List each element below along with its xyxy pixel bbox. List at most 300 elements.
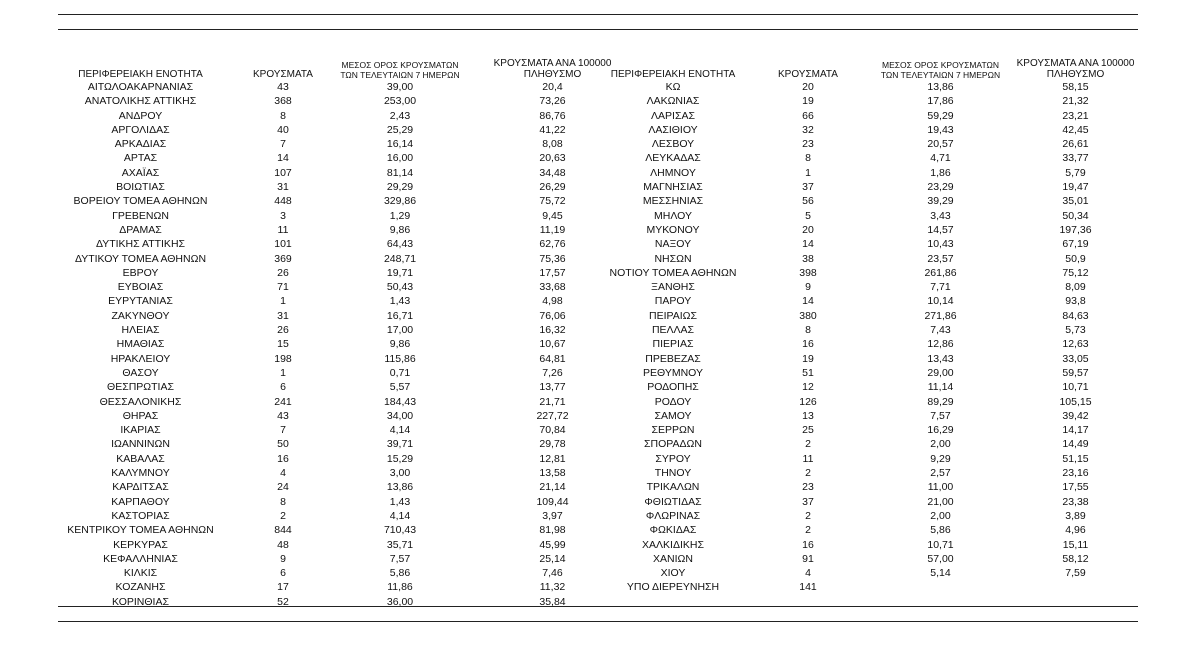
region-cell: ΗΛΕΙΑΣ (121, 324, 160, 337)
per100k-cell: 16,32 (539, 324, 566, 337)
region-cell: ΝΟΤΙΟΥ ΤΟΜΕΑ ΑΘΗΝΩΝ (609, 266, 737, 279)
cases-cell: 369 (274, 252, 292, 265)
avg7-cell: 248,71 (383, 252, 417, 265)
region-cell: ΣΑΜΟΥ (654, 409, 692, 422)
per100k-cell: 20,63 (539, 152, 566, 165)
header-avg-line2: ΤΩΝ ΤΕΛΕΥΤΑΙΩΝ 7 ΗΜΕΡΩΝ (880, 70, 1001, 80)
region-cell: ΠΑΡΟΥ (654, 295, 692, 308)
region-cell: ΛΕΥΚΑΔΑΣ (645, 152, 701, 165)
per100k-cell: 9,45 (542, 209, 563, 222)
cases-cell: 2 (805, 438, 811, 451)
cases-cell: 20 (802, 81, 814, 93)
avg7-cell: 64,43 (386, 238, 414, 251)
cases-cell: 19 (802, 95, 814, 108)
region-cell: ΒΟΙΩΤΙΑΣ (116, 181, 165, 194)
region-cell: ΤΡΙΚΑΛΩΝ (646, 481, 700, 494)
avg7-cell: 20,57 (927, 138, 954, 151)
region-cell: ΚΩ (665, 81, 681, 93)
avg7-cell: 16,00 (386, 152, 414, 165)
region-cell: ΑΡΤΑΣ (123, 152, 158, 165)
cases-cell: 13 (802, 409, 814, 422)
avg7-cell: 10,14 (927, 295, 954, 308)
cases-cell: 15 (277, 338, 289, 351)
cases-cell: 25 (802, 424, 814, 437)
avg7-cell: 7,43 (930, 324, 951, 337)
avg7-cell: 11,86 (387, 581, 413, 594)
region-cell: ΘΕΣΣΑΛΟΝΙΚΗΣ (99, 395, 182, 408)
per100k-cell: 35,01 (1062, 195, 1089, 208)
avg7-cell: 1,43 (389, 295, 411, 308)
avg7-cell: 19,43 (927, 123, 954, 136)
per100k-cell: 5,79 (1065, 166, 1086, 179)
cases-cell: 14 (802, 295, 814, 308)
per100k-cell: 105,15 (1059, 395, 1092, 408)
region-cell: ΡΟΔΟΠΗΣ (647, 381, 699, 394)
region-cell: ΑΝΔΡΟΥ (118, 109, 163, 122)
per100k-cell: 75,12 (1062, 266, 1089, 279)
avg7-cell: 7,57 (930, 409, 951, 422)
region-cell: ΤΗΝΟΥ (654, 467, 692, 480)
cases-cell: 448 (274, 195, 292, 208)
cases-cell: 5 (805, 209, 811, 222)
region-cell: ΔΥΤΙΚΗΣ ΑΤΤΙΚΗΣ (95, 238, 186, 251)
avg7-cell: 710,43 (383, 524, 417, 537)
region-cell: ΚΑΒΑΛΑΣ (116, 452, 165, 465)
cases-cell: 4 (805, 567, 811, 580)
cases-cell: 3 (280, 209, 286, 222)
per100k-cell: 15,11 (1062, 538, 1089, 551)
region-cell: ΠΕΛΛΑΣ (651, 324, 695, 337)
avg7-cell: 16,71 (386, 309, 414, 322)
avg7-cell: 3,43 (930, 209, 951, 222)
region-cell: ΚΟΡΙΝΘΙΑΣ (112, 595, 169, 608)
region-cell: ΘΕΣΠΡΩΤΙΑΣ (107, 381, 174, 394)
avg7-cell: 81,14 (386, 166, 414, 179)
per100k-cell: 26,29 (539, 181, 566, 194)
cases-cell: 43 (277, 81, 289, 93)
per100k-cell: 10,67 (539, 338, 566, 351)
cases-cell: 198 (274, 352, 292, 365)
region-cell: ΞΑΝΘΗΣ (651, 281, 695, 294)
cases-cell: 37 (802, 181, 814, 194)
cases-cell: 31 (277, 309, 289, 322)
avg7-cell: 271,86 (924, 309, 957, 322)
region-cell: ΑΝΑΤΟΛΙΚΗΣ ΑΤΤΙΚΗΣ (84, 95, 197, 108)
per100k-cell: 12,81 (539, 452, 566, 465)
cases-cell: 12 (802, 381, 814, 394)
per100k-cell: 19,47 (1062, 181, 1089, 194)
per100k-cell: 8,09 (1065, 281, 1086, 294)
avg7-cell: 253,00 (383, 95, 417, 108)
cases-cell: 26 (277, 266, 289, 279)
per100k-cell: 51,15 (1062, 452, 1089, 465)
cases-cell: 23 (802, 138, 814, 151)
region-cell: ΥΠΟ ΔΙΕΡΕΥΝΗΣΗ (626, 581, 720, 594)
avg7-cell: 34,00 (386, 409, 414, 422)
avg7-cell: 21,00 (927, 495, 954, 508)
cases-cell: 8 (805, 324, 811, 337)
avg7-cell: 9,86 (389, 223, 411, 236)
per100k-cell: 42,45 (1062, 123, 1089, 136)
per100k-cell: 109,44 (536, 495, 569, 508)
avg7-cell: 5,14 (930, 567, 951, 580)
region-cell: ΚΑΣΤΟΡΙΑΣ (111, 509, 170, 522)
cases-cell: 7 (280, 424, 286, 437)
region-cell: ΝΗΣΩΝ (654, 252, 692, 265)
avg7-cell: 9,29 (930, 452, 951, 465)
region-cell: ΚΟΖΑΝΗΣ (115, 581, 166, 594)
avg7-cell: 14,57 (927, 223, 954, 236)
cases-cell: 126 (799, 395, 817, 408)
region-cell: ΑΡΓΟΛΙΔΑΣ (111, 123, 170, 136)
region-cell: ΛΑΚΩΝΙΑΣ (646, 95, 700, 108)
cases-cell: 9 (805, 281, 811, 294)
region-cell: ΧΑΛΚΙΔΙΚΗΣ (642, 538, 704, 551)
avg7-cell: 23,57 (927, 252, 954, 265)
region-cell: ΖΑΚΥΝΘΟΥ (111, 309, 170, 322)
per100k-cell: 17,57 (539, 266, 566, 279)
avg7-cell: 29,29 (386, 181, 414, 194)
region-cell: ΧΙΟΥ (660, 567, 686, 580)
cases-cell: 20 (802, 223, 814, 236)
cases-cell: 1 (280, 295, 286, 308)
cases-cell: 48 (277, 538, 289, 551)
avg7-cell: 50,43 (386, 281, 414, 294)
header-avg-line1: ΜΕΣΟΣ ΟΡΟΣ ΚΡΟΥΣΜΑΤΩΝ (882, 60, 999, 70)
header-cases: ΚΡΟΥΣΜΑΤΑ (778, 69, 838, 80)
region-cell: ΜΗΛΟΥ (654, 209, 692, 222)
region-cell: ΡΕΘΥΜΝΟΥ (642, 366, 703, 379)
avg7-cell: 1,86 (930, 166, 951, 179)
avg7-cell: 10,43 (927, 238, 954, 251)
per100k-cell: 7,46 (542, 567, 563, 580)
avg7-cell: 1,29 (389, 209, 411, 222)
region-cell: ΜΑΓΝΗΣΙΑΣ (643, 181, 703, 194)
cases-cell: 19 (802, 352, 814, 365)
per100k-cell: 93,8 (1065, 295, 1086, 308)
avg7-cell: 13,86 (927, 81, 954, 93)
per100k-cell: 3,97 (542, 509, 563, 522)
per100k-cell: 197,36 (1059, 223, 1092, 236)
cases-cell: 23 (802, 481, 814, 494)
header-per100k-line2: ΠΛΗΘΥΣΜΟ (523, 69, 582, 80)
region-cell: ΛΑΡΙΣΑΣ (651, 109, 695, 122)
per100k-cell: 21,14 (539, 481, 566, 494)
per100k-cell: 39,42 (1062, 409, 1089, 422)
cases-cell: 16 (802, 538, 814, 551)
avg7-cell: 25,29 (386, 123, 414, 136)
cases-cell: 51 (802, 366, 814, 379)
region-cell: ΠΡΕΒΕΖΑΣ (645, 352, 701, 365)
per100k-cell: 5,73 (1065, 324, 1086, 337)
cases-cell: 2 (805, 509, 811, 522)
region-cell: ΚΙΛΚΙΣ (123, 567, 158, 580)
region-cell: ΘΗΡΑΣ (122, 409, 159, 422)
avg7-cell: 0,71 (389, 366, 411, 379)
region-cell: ΚΑΛΥΜΝΟΥ (111, 467, 170, 480)
avg7-cell: 3,00 (389, 467, 411, 480)
avg7-cell: 329,86 (383, 195, 417, 208)
top-rule (58, 14, 1138, 15)
cases-cell: 8 (805, 152, 811, 165)
region-cell: ΚΕΦΑΛΛΗΝΙΑΣ (103, 552, 178, 565)
avg7-cell: 29,00 (927, 366, 954, 379)
header-region: ΠΕΡΙΦΕΡΕΙΑΚΗ ΕΝΟΤΗΤΑ (78, 69, 203, 80)
cases-cell: 14 (277, 152, 289, 165)
cases-cell: 91 (802, 552, 814, 565)
avg7-cell: 39,00 (386, 81, 414, 93)
header-avg (868, 60, 1013, 80)
per100k-cell: 8,08 (542, 138, 563, 151)
region-cell: ΙΩΑΝΝΙΝΩΝ (111, 438, 170, 451)
per100k-cell: 75,36 (539, 252, 566, 265)
per100k-cell: 7,59 (1065, 567, 1086, 580)
per100k-cell: 29,78 (539, 438, 566, 451)
cases-cell: 2 (280, 509, 286, 522)
avg7-cell: 36,00 (386, 595, 414, 608)
avg7-cell: 23,29 (927, 181, 954, 194)
per100k-cell: 26,61 (1062, 138, 1089, 151)
per100k-cell: 11,32 (539, 581, 566, 594)
avg7-cell: 89,29 (927, 395, 954, 408)
per100k-cell: 86,76 (539, 109, 566, 122)
region-cell: ΦΛΩΡΙΝΑΣ (645, 509, 701, 522)
per100k-cell: 70,84 (539, 424, 566, 437)
header-per100k-line2: ΠΛΗΘΥΣΜΟ (1046, 69, 1105, 80)
per100k-cell: 25,14 (539, 552, 566, 565)
cases-cell: 32 (802, 123, 814, 136)
region-cell: ΚΕΡΚΥΡΑΣ (113, 538, 168, 551)
per100k-cell: 13,58 (539, 467, 566, 480)
region-cell: ΦΘΙΩΤΙΔΑΣ (644, 495, 702, 508)
per100k-cell: 35,84 (539, 595, 566, 608)
avg7-cell: 11,00 (927, 481, 954, 494)
avg7-cell: 4,14 (389, 509, 411, 522)
cases-cell: 43 (277, 409, 289, 422)
per100k-cell: 14,17 (1062, 424, 1089, 437)
region-cell: ΝΑΞΟΥ (654, 238, 692, 251)
per100k-cell: 64,81 (539, 352, 566, 365)
region-cell: ΡΟΔΟΥ (654, 395, 692, 408)
per100k-cell: 45,99 (539, 538, 566, 551)
header-rule (58, 29, 1138, 30)
per100k-cell: 21,71 (539, 395, 566, 408)
cases-cell: 2 (805, 467, 811, 480)
avg7-cell: 184,43 (383, 395, 417, 408)
cases-cell: 107 (274, 166, 292, 179)
avg7-cell: 13,86 (386, 481, 414, 494)
per100k-cell: 227,72 (536, 409, 569, 422)
region-cell: ΜΕΣΣΗΝΙΑΣ (642, 195, 704, 208)
header-avg-line1: ΜΕΣΟΣ ΟΡΟΣ ΚΡΟΥΣΜΑΤΩΝ (341, 60, 459, 70)
per100k-cell: 20,4 (542, 81, 563, 93)
per100k-cell: 50,9 (1065, 252, 1086, 265)
region-cell: ΓΡΕΒΕΝΩΝ (112, 209, 169, 222)
cases-cell: 11 (277, 223, 289, 236)
cases-cell: 101 (274, 238, 292, 251)
per100k-cell: 33,77 (1062, 152, 1089, 165)
header-region: ΠΕΡΙΦΕΡΕΙΑΚΗ ΕΝΟΤΗΤΑ (610, 69, 736, 80)
avg7-cell: 7,57 (389, 552, 411, 565)
footer-rule (58, 621, 1138, 622)
cases-cell: 16 (277, 452, 289, 465)
cases-cell: 52 (277, 595, 289, 608)
avg7-cell: 2,57 (930, 467, 951, 480)
cases-cell: 1 (805, 166, 811, 179)
region-cell: ΚΕΝΤΡΙΚΟΥ ΤΟΜΕΑ ΑΘΗΝΩΝ (67, 524, 214, 537)
avg7-cell: 35,71 (386, 538, 414, 551)
cases-cell: 398 (799, 266, 817, 279)
cases-cell: 71 (277, 281, 289, 294)
region-cell: ΙΚΑΡΙΑΣ (120, 424, 161, 437)
per100k-cell: 62,76 (539, 238, 566, 251)
cases-cell: 17 (277, 581, 289, 594)
per100k-cell: 41,22 (539, 123, 566, 136)
header-per100k (1003, 58, 1148, 80)
header-per100k-line1: ΚΡΟΥΣΜΑΤΑ ΑΝΑ 100000 (1016, 58, 1135, 69)
per100k-cell: 84,63 (1062, 309, 1089, 322)
cases-cell: 8 (280, 495, 286, 508)
region-cell: ΠΙΕΡΙΑΣ (652, 338, 694, 351)
avg7-cell: 5,57 (389, 381, 411, 394)
region-cell: ΔΡΑΜΑΣ (119, 223, 162, 236)
cases-cell: 6 (280, 567, 286, 580)
avg7-cell: 16,14 (386, 138, 414, 151)
cases-cell: 66 (802, 109, 814, 122)
avg7-cell: 10,71 (927, 538, 954, 551)
region-cell: ΣΥΡΟΥ (655, 452, 691, 465)
cases-cell: 40 (277, 123, 289, 136)
header-per100k (490, 58, 615, 80)
avg7-cell: 2,00 (930, 509, 951, 522)
avg7-cell: 12,86 (927, 338, 954, 351)
avg7-cell: 11,14 (927, 381, 954, 394)
avg7-cell: 9,86 (389, 338, 411, 351)
cases-cell: 380 (799, 309, 817, 322)
avg7-cell: 115,86 (384, 352, 416, 365)
per100k-cell: 17,55 (1062, 481, 1089, 494)
cases-cell: 37 (802, 495, 814, 508)
avg7-cell: 5,86 (389, 567, 411, 580)
region-cell: ΑΙΤΩΛΟΑΚΑΡΝΑΝΙΑΣ (87, 81, 194, 93)
per100k-cell: 67,19 (1062, 238, 1089, 251)
region-cell: ΑΡΚΑΔΙΑΣ (114, 138, 167, 151)
per100k-cell: 50,34 (1062, 209, 1089, 222)
cases-cell: 1 (280, 366, 286, 379)
per100k-cell: 33,05 (1062, 352, 1089, 365)
avg7-cell: 15,29 (386, 452, 414, 465)
per100k-cell: 23,21 (1062, 109, 1089, 122)
cases-cell: 11 (802, 452, 814, 465)
per100k-cell: 59,57 (1062, 366, 1089, 379)
per100k-cell: 34,48 (539, 166, 566, 179)
header-cases: ΚΡΟΥΣΜΑΤΑ (253, 69, 313, 80)
avg7-cell: 261,86 (924, 266, 957, 279)
region-cell: ΔΥΤΙΚΟΥ ΤΟΜΕΑ ΑΘΗΝΩΝ (74, 252, 207, 265)
header-per100k-line1: ΚΡΟΥΣΜΑΤΑ ΑΝΑ 100000 (493, 58, 612, 69)
cases-cell: 8 (280, 109, 286, 122)
cases-cell: 50 (277, 438, 289, 451)
per100k-cell: 73,26 (539, 95, 566, 108)
avg7-cell: 39,71 (386, 438, 414, 451)
per100k-cell: 3,89 (1065, 509, 1086, 522)
region-cell: ΗΜΑΘΙΑΣ (116, 338, 165, 351)
per100k-cell: 7,26 (542, 366, 563, 379)
region-cell: ΒΟΡΕΙΟΥ ΤΟΜΕΑ ΑΘΗΝΩΝ (73, 195, 208, 208)
per100k-cell: 33,68 (539, 281, 566, 294)
avg7-cell: 13,43 (927, 352, 954, 365)
avg7-cell: 57,00 (927, 552, 954, 565)
avg7-cell: 19,71 (386, 266, 414, 279)
per100k-cell: 12,63 (1062, 338, 1089, 351)
per100k-cell: 21,32 (1062, 95, 1089, 108)
region-cell: ΣΕΡΡΩΝ (651, 424, 695, 437)
region-cell: ΣΠΟΡΑΔΩΝ (644, 438, 702, 451)
per100k-cell: 4,96 (1065, 524, 1086, 537)
cases-cell: 2 (805, 524, 811, 537)
avg7-cell: 17,86 (927, 95, 954, 108)
per100k-cell: 14,49 (1062, 438, 1089, 451)
avg7-cell: 4,14 (389, 424, 411, 437)
region-cell: ΚΑΡΠΑΘΟΥ (111, 495, 170, 508)
region-cell: ΗΡΑΚΛΕΙΟΥ (110, 352, 171, 365)
cases-cell: 9 (280, 552, 286, 565)
cases-cell: 4 (280, 467, 286, 480)
avg7-cell: 2,00 (930, 438, 951, 451)
per100k-cell: 58,15 (1062, 81, 1089, 93)
cases-cell: 7 (280, 138, 286, 151)
avg7-cell: 16,29 (927, 424, 954, 437)
cases-cell: 16 (802, 338, 814, 351)
region-cell: ΑΧΑΪΑΣ (121, 166, 160, 179)
per100k-cell: 58,12 (1062, 552, 1089, 565)
region-cell: ΚΑΡΔΙΤΣΑΣ (112, 481, 169, 494)
header-avg-line2: ΤΩΝ ΤΕΛΕΥΤΑΙΩΝ 7 ΗΜΕΡΩΝ (340, 70, 460, 80)
region-cell: ΛΗΜΝΟΥ (650, 166, 696, 179)
avg7-cell: 7,71 (930, 281, 951, 294)
avg7-cell: 17,00 (386, 324, 414, 337)
cases-cell: 38 (802, 252, 814, 265)
avg7-cell: 2,43 (389, 109, 411, 122)
cases-cell: 31 (277, 181, 289, 194)
cases-cell: 241 (274, 395, 292, 408)
per100k-cell: 10,71 (1062, 381, 1089, 394)
per100k-cell: 76,06 (539, 309, 566, 322)
region-cell: ΦΩΚΙΔΑΣ (649, 524, 697, 537)
region-cell: ΕΒΡΟΥ (122, 266, 159, 279)
per100k-cell: 11,19 (539, 223, 566, 236)
cases-cell: 14 (802, 238, 814, 251)
cases-cell: 844 (274, 524, 292, 537)
cases-cell: 141 (799, 581, 817, 594)
region-cell: ΠΕΙΡΑΙΩΣ (649, 309, 697, 322)
avg7-cell: 4,71 (930, 152, 951, 165)
per100k-cell: 23,16 (1062, 467, 1089, 480)
region-cell: ΧΑΝΙΩΝ (653, 552, 693, 565)
per100k-cell: 75,72 (539, 195, 566, 208)
region-cell: ΘΑΣΟΥ (122, 366, 159, 379)
cases-cell: 368 (274, 95, 292, 108)
cases-cell: 6 (280, 381, 286, 394)
region-cell: ΜΥΚΟΝΟΥ (646, 223, 700, 236)
per100k-cell: 13,77 (539, 381, 566, 394)
per100k-cell: 4,98 (542, 295, 563, 308)
avg7-cell: 5,86 (930, 524, 951, 537)
per100k-cell: 23,38 (1062, 495, 1089, 508)
region-cell: ΛΕΣΒΟΥ (651, 138, 695, 151)
avg7-cell: 1,43 (389, 495, 411, 508)
cases-cell: 56 (802, 195, 814, 208)
